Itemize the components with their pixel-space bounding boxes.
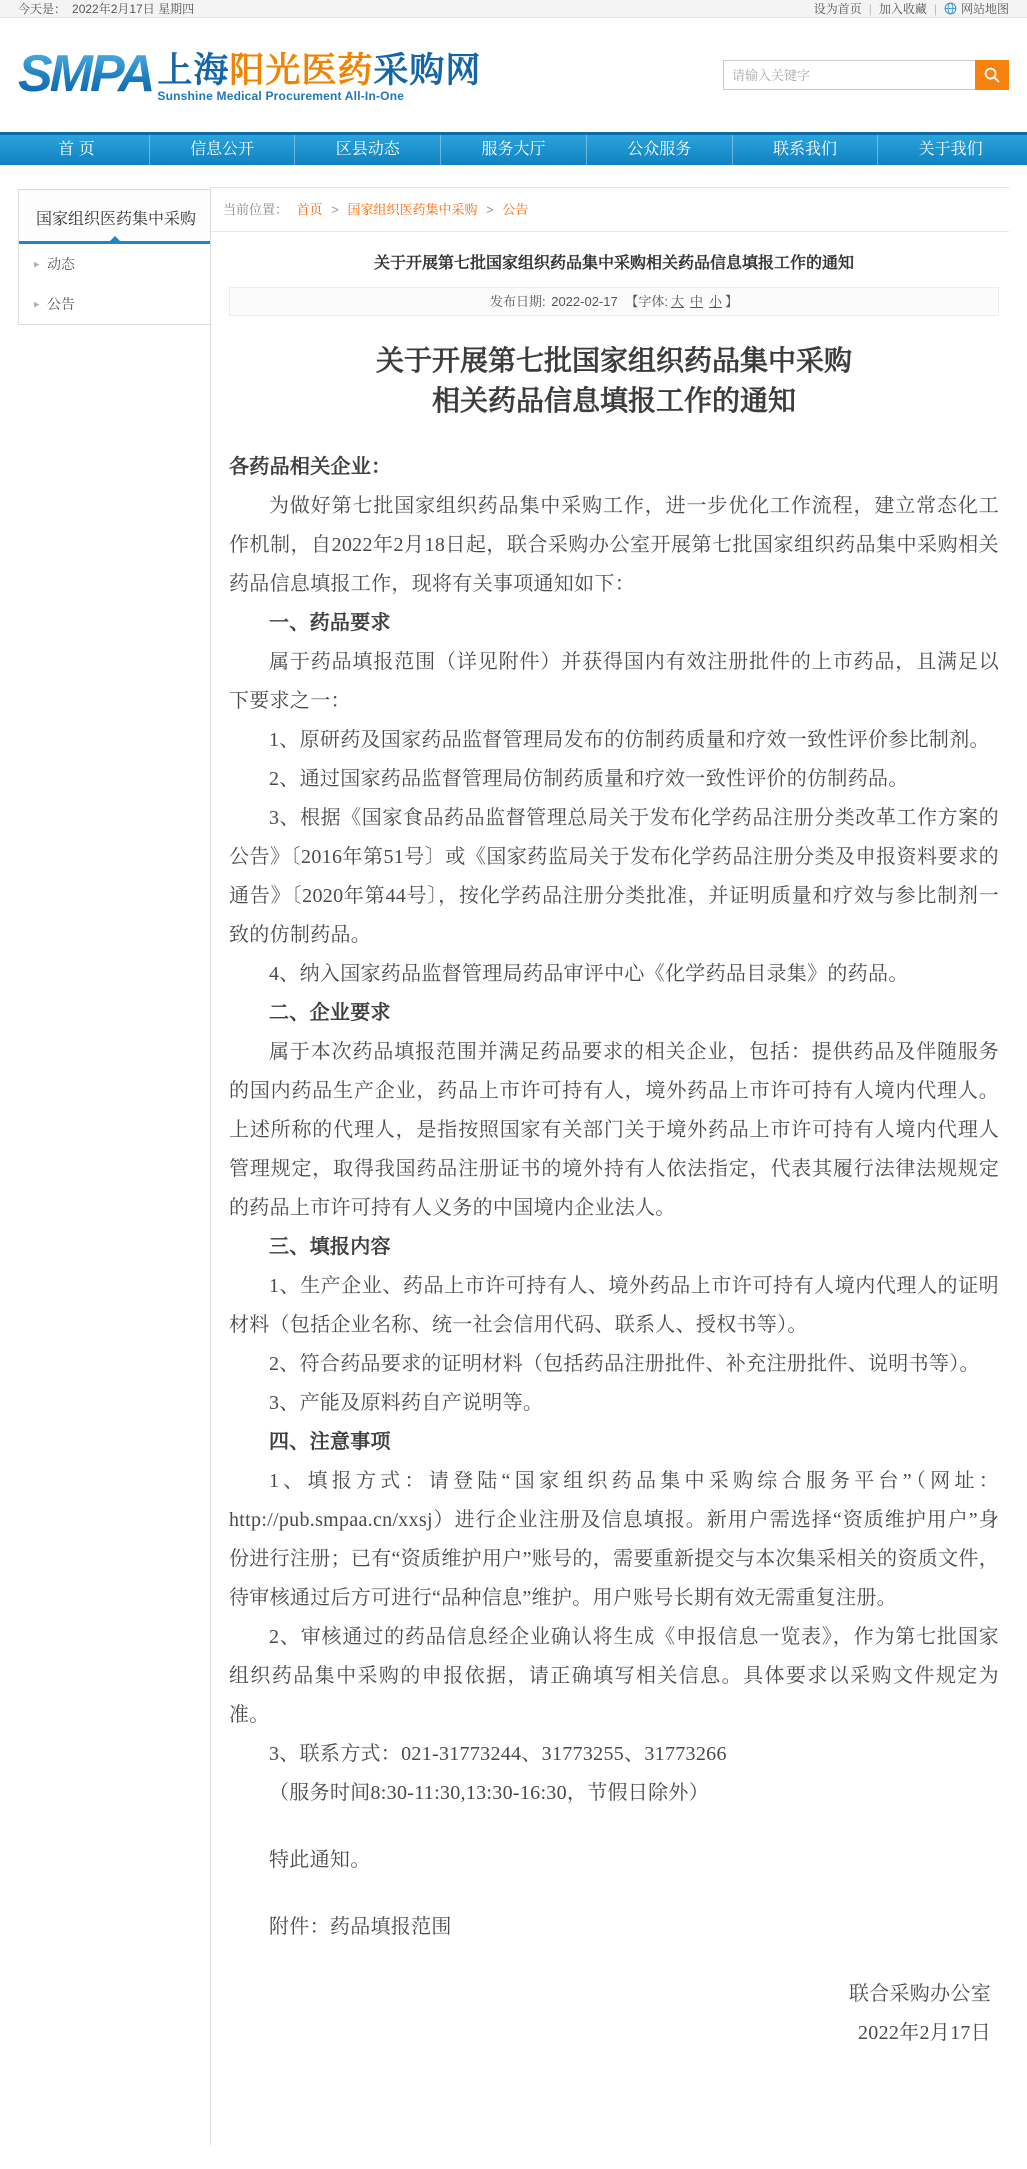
sidebar-menu (18, 189, 210, 325)
breadcrumb-label: 当前位置： (223, 202, 289, 217)
article-signature-line: 2022年2月17日 (858, 2022, 991, 2044)
font-size-medium[interactable]: 中 (689, 294, 703, 309)
article-paragraph: 特此通知。 (269, 1849, 371, 1871)
sidebar-item-announcements[interactable] (19, 284, 210, 324)
article-paragraph: 1、生产企业、药品上市许可持有人、境外药品上市许可持有人境内代理人的证明材料（包括企业名称、统一社会信用代码、联系人、授权书等）。 (229, 1275, 999, 1336)
publish-date-label: 发布日期: (489, 294, 546, 309)
nav-item-service-hall[interactable]: 服务大厅 (441, 135, 587, 165)
breadcrumb-separator: > (331, 202, 339, 217)
article-paragraph: 为做好第七批国家组织药品集中采购工作，进一步优化工作流程，建立常态化工作机制，自2022年2月18日起，联合采购办公室开展第七批国家组织药品集中采购相关药品信息填报工作，现将有关事项通知如下： (229, 495, 999, 595)
topbar (0, 0, 1027, 18)
article-meta-bar (229, 287, 999, 316)
article-paragraph: 属于药品填报范围（详见附件）并获得国内有效注册批件的上市药品，且满足以下要求之一： (229, 651, 999, 712)
date-value: 2022年2月17日 星期四 (72, 2, 195, 16)
article-section-heading: 各药品相关企业： (229, 456, 392, 478)
breadcrumb-separator: > (486, 202, 494, 217)
current-date (18, 0, 200, 17)
article-paragraph: 1、填报方式：请登陆“国家组织药品集中采购综合服务平台”（网址：http://pub.smpaa.cn/xxsj）进行企业注册及信息填报。新用户需选择“资质维护用户”身份进行注册；已有“资质维护用户”账号的，需要重新提交与本次集采相关的资质文件，待审核通过后方可进行“品种信息”维护。用户账号长期有效无需重复注册。 (229, 1470, 999, 1609)
article-paragraph: 2、通过国家药品监督管理局仿制药质量和疗效一致性评价的仿制药品。 (269, 768, 909, 790)
date-label: 今天是： (18, 2, 67, 16)
article-paragraph: 2、符合药品要求的证明材料（包括药品注册批件、补充注册批件、说明书等）。 (269, 1353, 980, 1375)
notice-heading (229, 342, 999, 422)
main-nav (0, 132, 1027, 165)
article-section-heading: 三、填报内容 (269, 1236, 391, 1258)
breadcrumb-national-procurement[interactable]: 国家组织医药集中采购 (347, 202, 478, 217)
set-homepage-link[interactable]: 设为首页 (813, 2, 862, 16)
article-section-heading: 二、企业要求 (269, 1002, 391, 1024)
sidebar (18, 187, 210, 325)
nav-item-home[interactable]: 首 页 (4, 135, 150, 165)
article-paragraph: 4、纳入国家药品监督管理局药品审评中心《化学药品目录集》的药品。 (269, 963, 909, 985)
arrow-right-icon: ▸ (34, 258, 40, 271)
sidebar-item-label: 公告 (47, 296, 75, 312)
article-title: 关于开展第七批国家组织药品集中采购相关药品信息填报工作的通知 (373, 255, 854, 272)
main-wrap (0, 187, 1027, 2145)
globe-icon (944, 2, 957, 15)
site-header (0, 18, 1027, 132)
notice-heading-line2: 相关药品信息填报工作的通知 (431, 386, 796, 417)
search-bar (723, 60, 1009, 90)
article-section-heading: 四、注意事项 (269, 1431, 391, 1453)
font-size-small[interactable]: 小 (709, 294, 723, 309)
article-paragraph: 1、原研药及国家药品监督管理局发布的仿制药质量和疗效一致性评价参比制剂。 (269, 729, 990, 751)
nav-item-public-service[interactable]: 公众服务 (587, 135, 733, 165)
font-size-large[interactable]: 大 (670, 294, 684, 309)
font-size-label: 【字体: (625, 294, 668, 309)
article-paragraph: （服务时间8:30-11:30,13:30-16:30，节假日除外） (269, 1782, 710, 1804)
sidebar-item-dynamics[interactable] (19, 244, 210, 284)
article-paragraph: 3、联系方式：021-31773244、31773255、31773266 (269, 1743, 727, 1765)
topbar-links (814, 0, 1009, 17)
sidebar-title: 国家组织医药集中采购 (19, 190, 210, 244)
content-area (210, 187, 1009, 2145)
notice-heading-line1: 关于开展第七批国家组织药品集中采购 (375, 346, 852, 377)
sitemap-link[interactable]: 网站地图 (960, 2, 1009, 16)
nav-item-about-us[interactable]: 关于我们 (918, 141, 983, 158)
logo-subtitle: Sunshine Medical Procurement All-In-One (157, 89, 405, 103)
breadcrumb-announcements[interactable]: 公告 (502, 202, 529, 217)
logo-chinese-name: 上海阳光医药采购网 (157, 51, 482, 90)
add-favorite-link[interactable]: 加入收藏 (878, 2, 927, 16)
site-logo[interactable] (18, 47, 481, 103)
article-body (229, 448, 999, 2053)
logo-text (157, 53, 481, 103)
article-paragraph: 2、审核通过的药品信息经企业确认将生成《申报信息一览表》，作为第七批国家组织药品集中采购的申报依据，请正确填写相关信息。具体要求以采购文件规定为准。 (229, 1626, 999, 1726)
article-section-heading: 一、药品要求 (269, 612, 391, 634)
article-paragraph: 附件：药品填报范围 (269, 1916, 452, 1938)
article-paragraph: 属于本次药品填报范围并满足药品要求的相关企业，包括：提供药品及伴随服务的国内药品生产企业，药品上市许可持有人，境外药品上市许可持有人境内代理人。上述所称的代理人，是指按照国家有关部门关于境外药品上市许可持有人境内代理人管理规定，取得我国药品注册证书的境外持有人依法指定，代表其履行法律法规规定的药品上市许可持有人义务的中国境内企业法人。 (229, 1041, 999, 1219)
article (211, 250, 1009, 2053)
nav-item-contact-us[interactable]: 联系我们 (733, 135, 879, 165)
search-button[interactable] (975, 60, 1009, 90)
nav-item-district-news[interactable]: 区县动态 (295, 135, 441, 165)
publish-date-value: 2022-02-17 (551, 294, 618, 309)
search-input[interactable] (723, 60, 975, 90)
breadcrumb (211, 188, 1009, 232)
article-paragraph: 3、根据《国家食品药品监督管理总局关于发布化学药品注册分类改革工作方案的公告》〔2016年第51号〕或《国家药监局关于发布化学药品注册分类及申报资料要求的通告》〔2020年第44号〕，按化学药品注册分类批准，并证明质量和疗效与参比制剂一致的仿制药品。 (229, 807, 999, 946)
arrow-right-icon: ▸ (34, 298, 40, 311)
sidebar-item-label: 动态 (47, 256, 75, 272)
article-signature-line: 联合采购办公室 (848, 1983, 991, 2005)
font-size-label-end: 】 (725, 294, 739, 309)
logo-acronym: SMPA (18, 45, 153, 103)
breadcrumb-home[interactable]: 首页 (296, 202, 323, 217)
divider: | (933, 1, 937, 16)
search-icon (983, 66, 1001, 84)
nav-item-info-disclosure[interactable]: 信息公开 (150, 135, 296, 165)
divider: | (868, 1, 872, 16)
article-paragraph: 3、产能及原料药自产说明等。 (269, 1392, 544, 1414)
